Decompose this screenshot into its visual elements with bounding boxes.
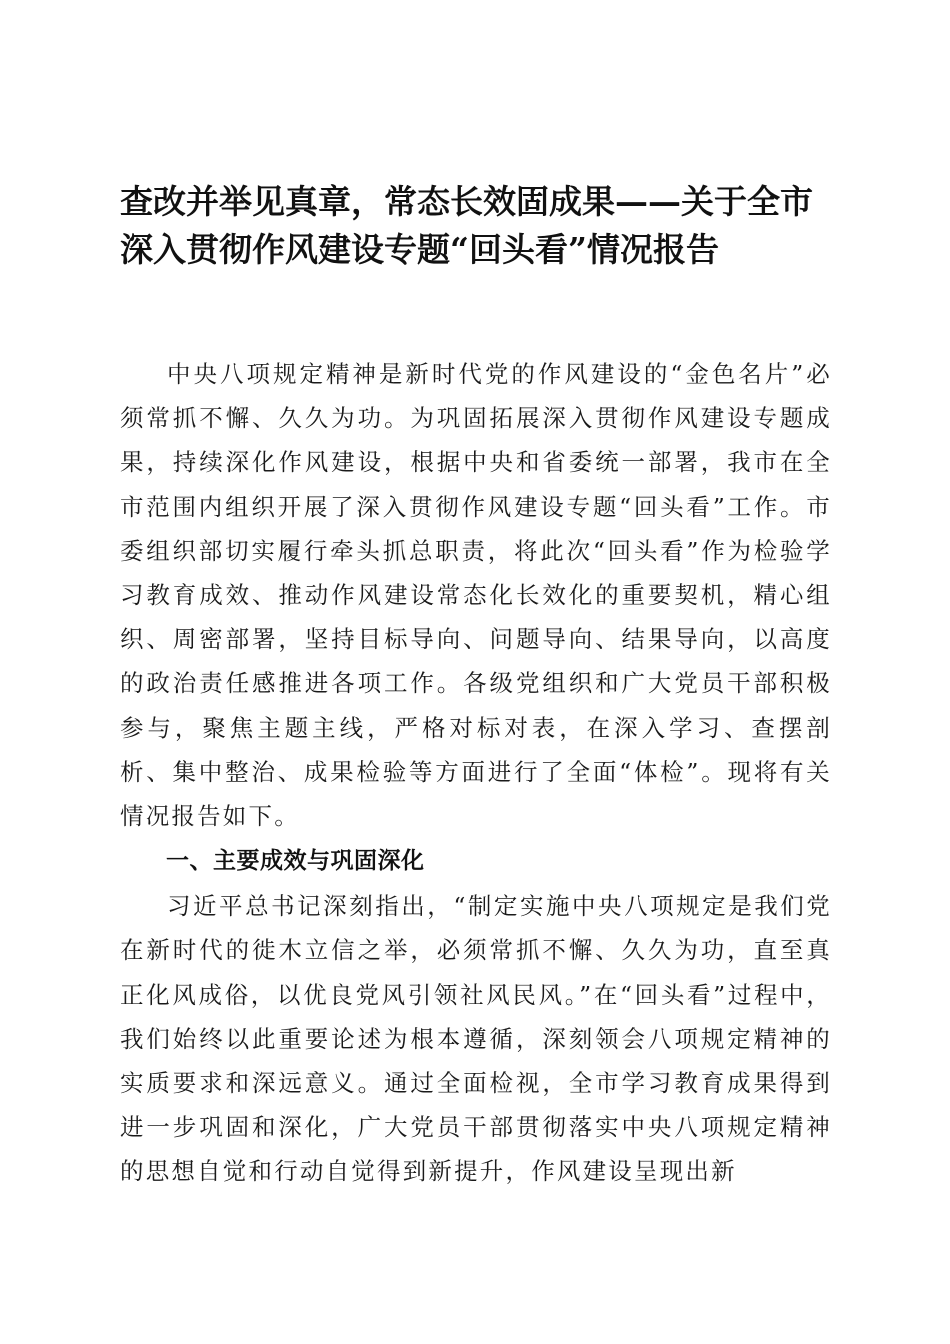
section-1-paragraph: 习近平总书记深刻指出，“制定实施中央八项规定是我们党在新时代的徙木立信之举，必须常抓不懈、久久为功，直至真正化风成俗，以优良党风引领社风民风。”在“回头看”过程中，我们始终以此重要论述为根本遵循，深刻领会八项规定精神的实质要求和深远意义。通过全面检视，全市学习教育成果得到进一步巩固和深化，广大党员干部贯彻落实中央八项规定精神的思想自觉和行动自觉得到新提升，作风建设呈现出新 [120,892,832,1186]
intro-paragraph: 中央八项规定精神是新时代党的作风建设的“金色名片”必须常抓不懈、久久为功。为巩固拓展深入贯彻作风建设专题成果，持续深化作风建设，根据中央和省委统一部署，我市在全市范围内组织开展了深入贯彻作风建设专题“回头看”工作。市委组织部切实履行牵头抓总职责，将此次“回头看”作为检验学习教育成效、推动作风建设常态化长效化的重要契机，精心组织、周密部署，坚持目标导向、问题导向、结果导向，以高度的政治责任感推进各项工作。各级党组织和广大党员干部积极参与，聚焦主题主线，严格对标对表，在深入学习、查摆剖析、集中整治、成果检验等方面进行了全面“体检”。现将有关情况报告如下。 [120,360,832,831]
document-body [120,352,832,1194]
document-title: 查改并举见真章，常态长效固成果——关于全市深入贯彻作风建设专题“回头看”情况报告 [120,182,813,269]
document-page [120,178,832,1194]
section-heading-1: 一、主要成效与巩固深化 [166,848,425,875]
